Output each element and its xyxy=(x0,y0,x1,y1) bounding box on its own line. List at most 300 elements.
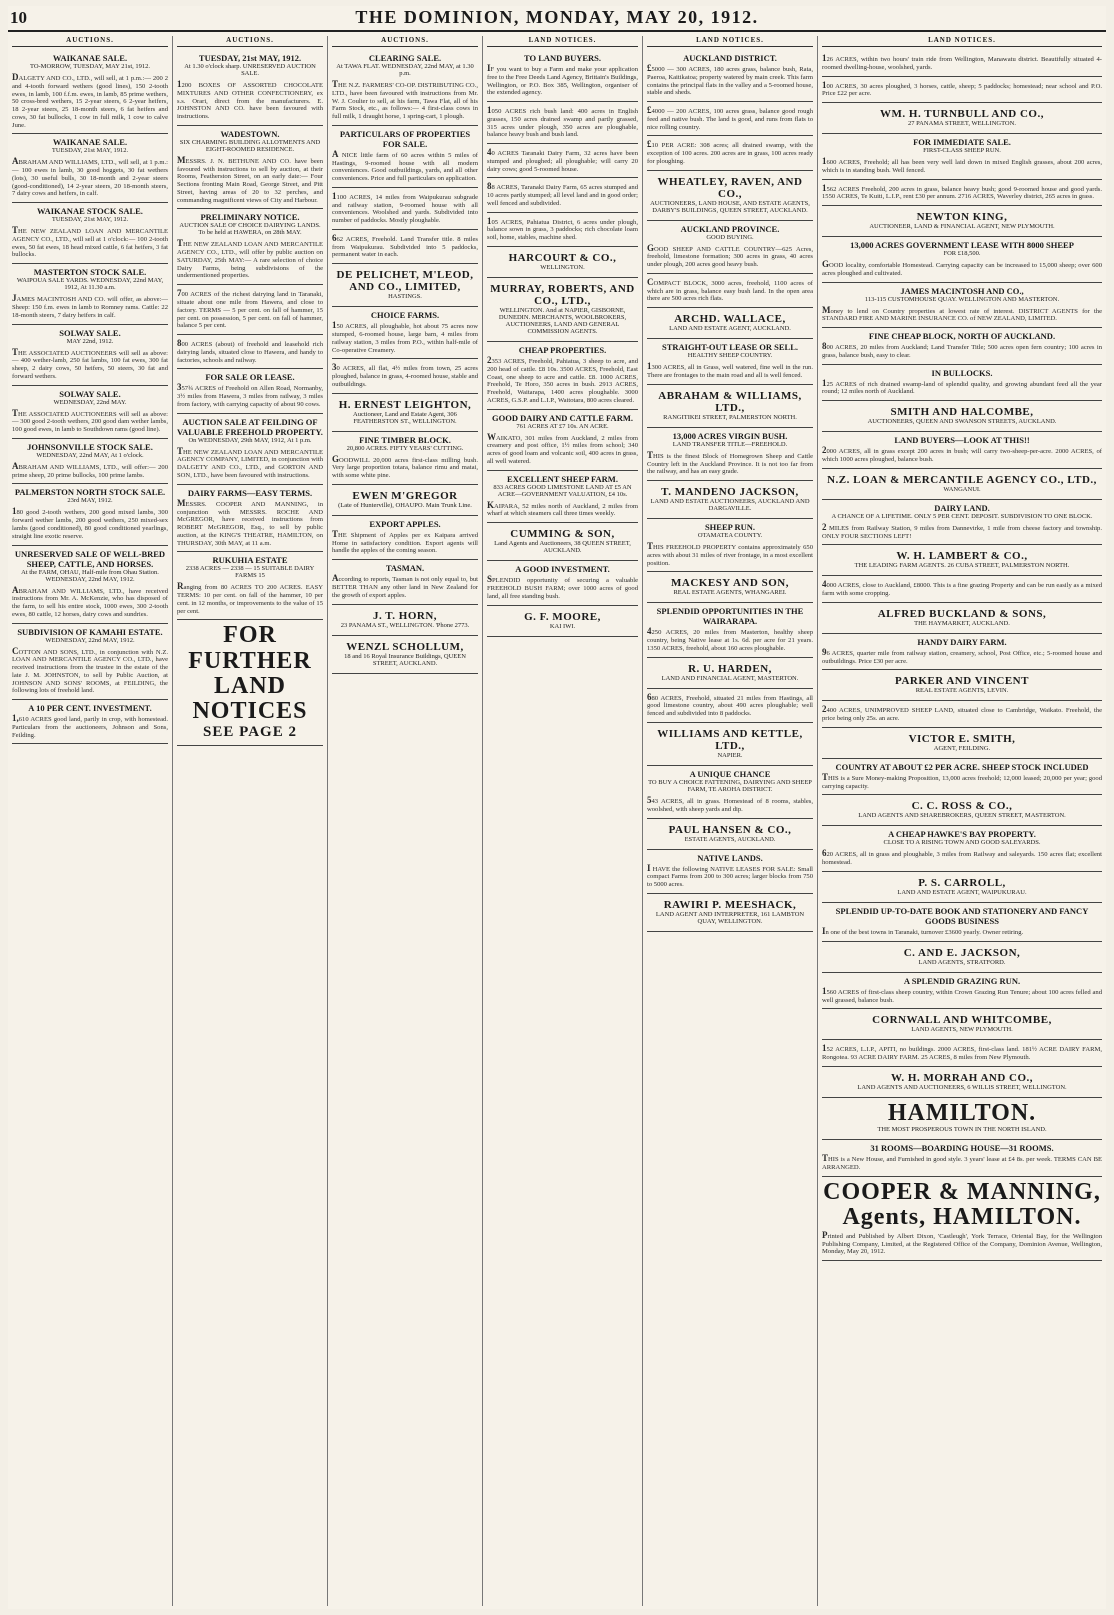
ad-body: 152 ACRES, L.I.P., APITI, no buildings. 2000 ACRES, first-class land. 181½ ACRE DAIRY FARM, Rongotea. 93 ACRE DAIRY FARM. 25 ACRES, 8 miles from New Plymouth. xyxy=(822,1043,1102,1062)
ad-body: JAMES MACINTOSH AND CO. will offer, as above:— Sheep: 150 f.m. ewes in lamb to Romney rams. Cattle: 22 18-month steers, 7 dairy heifers in calf. xyxy=(12,293,168,319)
advertisement xyxy=(332,432,478,485)
advertisement xyxy=(822,670,1102,701)
ad-body: 1562 ACRES Freehold, 200 acres in grass, balance heavy bush; good 9-roomed house and good yards. 1550 ACRES, Te Kuiti, L.I.P., rent £30 per annum. 2716 ACRES, Waverley district, 265 acres in grass. xyxy=(822,182,1102,201)
advertisement xyxy=(822,134,1102,180)
advertisement xyxy=(177,414,323,485)
ad-heading: AUCKLAND DISTRICT. xyxy=(683,53,777,63)
advertisement xyxy=(822,365,1102,402)
ad-subheading: THE HAYMARKET, AUCKLAND. xyxy=(914,619,1010,627)
columns xyxy=(8,36,1106,1606)
ad-body: IF you want to buy a Farm and make your application free to the Free Deeds Land Agency, Brittain's Buildings, Wellington, or P.O. Box 385, Wellington, organiser of the extended agency. xyxy=(487,63,638,97)
advertisement xyxy=(647,603,813,657)
ad-subheading: At the FARM, OHAU, Half-mile from Ohau Station. WEDNESDAY, 22nd MAY, 1912. xyxy=(21,568,159,583)
ad-subheading: 113-115 CUSTOMHOUSE QUAY. WELLINGTON AND MASTERTON. xyxy=(864,295,1060,303)
ad-heading: CHOICE FARMS. xyxy=(370,310,440,321)
advertisement xyxy=(647,221,813,274)
advertisement xyxy=(822,634,1102,671)
advertisement xyxy=(487,523,638,561)
ad-subheading: Land Agents and Auctioneers, 38 QUEEN STREET, AUCKLAND. xyxy=(494,540,631,555)
ad-subheading: LAND AND ESTATE AGENT, AUCKLAND. xyxy=(669,325,791,333)
advertisement xyxy=(12,50,168,134)
ad-heading: FINE TIMBER BLOCK. xyxy=(359,434,451,445)
ad-subheading: RANGITIKEI STREET, PALMERSTON NORTH. xyxy=(663,413,797,421)
ad-body: ABRAHAM AND WILLIAMS, LTD., have received instructions from Mr. A. McKenzie, who has disposed of the farm, to sell his entire stock, 1000 ewes, 300 2-tooth ewes, 80 cattle, 12 horses, dairy cows and sundries. xyxy=(12,584,168,618)
ad-body: THE NEW ZEALAND LOAN AND MERCANTILE AGENCY CO., LTD., will offer by public auction on SATURDAY, 25th MAY:— A rare selection of choice Dairy Farms, being subdivisions of the undermentioned properties. xyxy=(177,238,323,280)
ad-subheading: WAIPOUA SALE YARDS. WEDNESDAY, 22nd MAY, 1912, At 11.30 a.m. xyxy=(16,277,164,292)
ad-body: 125 ACRES of rich drained swamp-land of splendid quality, and growing abundant feed all the year round; 12 miles north of Auckland. xyxy=(822,377,1102,396)
advertisement xyxy=(822,432,1102,469)
advertisement xyxy=(177,369,323,413)
advertisement xyxy=(487,144,638,178)
ad-subheading: SIX CHARMING BUILDING ALLOTMENTS AND EIGHT-ROOMED RESIDENCE. xyxy=(179,138,321,153)
ad-heading: WAIKANAE STOCK SALE. xyxy=(37,206,143,217)
ad-subheading: LAND AGENTS AND AUCTIONEERS, 6 WILLIS STREET, WELLINGTON. xyxy=(857,1083,1067,1091)
ad-subheading: LAND AGENTS, STRATFORD. xyxy=(918,958,1006,966)
advertiser-name: MURRAY, ROBERTS, AND CO., LTD., xyxy=(490,283,635,308)
ad-body: COMPACT BLOCK, 3000 acres, freehold, 1100 acres of which are in grass, balance easy bush land. In the open area there are 500 acres rich flats. xyxy=(647,276,813,303)
advertisement xyxy=(822,1067,1102,1098)
advertisement xyxy=(822,872,1102,903)
ad-body: 126 ACRES, within two hours' train ride from Wellington, Manawatu district. Beautifully situated 4-roomed dwelling-house, woolshed, yards. xyxy=(822,53,1102,71)
ad-heading: TO LAND BUYERS. xyxy=(523,53,602,63)
ad-subheading: LAND AGENTS, NEW PLYMOUTH. xyxy=(911,1026,1013,1034)
advertiser-name: ARCHD. WALLACE, xyxy=(674,313,786,326)
ad-subheading: WEDNESDAY, 22nd MAY. xyxy=(53,398,127,406)
ad-heading: LAND BUYERS—LOOK AT THIS!! xyxy=(894,435,1030,446)
advertiser-name: W. H. LAMBERT & CO., xyxy=(896,550,1028,563)
section-header: AUCTIONS. xyxy=(12,36,168,47)
advertisement xyxy=(487,342,638,410)
ad-heading: SOLWAY SALE. xyxy=(59,327,121,338)
ad-heading: COUNTRY AT ABOUT £2 PER ACRE. SHEEP STOCK INCLUDED xyxy=(835,761,1089,772)
ad-subheading: LAND AND ESTATE AUCTIONEERS, AUCKLAND AND DARGAVILLE. xyxy=(650,498,810,513)
ad-heading: PRELIMINARY NOTICE. xyxy=(200,212,300,223)
ad-heading: UNRESERVED SALE OF WELL-BRED SHEEP, CATTLE, AND HORSES. xyxy=(14,548,166,569)
ad-subheading: WANGANUI. xyxy=(943,485,981,493)
ad-subheading: KAI IWI. xyxy=(549,622,576,630)
advertisement xyxy=(822,77,1102,104)
advertisement xyxy=(332,264,478,307)
ad-heading: NATIVE LANDS. xyxy=(697,852,763,863)
advertisement xyxy=(822,701,1102,728)
advertisement xyxy=(12,439,168,485)
advertisement xyxy=(822,237,1102,283)
ad-heading: RUKUHIA ESTATE xyxy=(212,555,288,566)
ad-subheading: REAL ESTATE AGENTS, LEVIN. xyxy=(915,687,1009,695)
advertiser-name: ABRAHAM & WILLIAMS, LTD., xyxy=(658,389,802,414)
ad-body: 662 ACRES, Freehold. Land Transfer title. 8 miles from Waipukurau. Subdivided into 5 paddocks, permanent water in each. xyxy=(332,232,478,259)
ad-heading: CLEARING SALE. xyxy=(368,53,442,63)
advertiser-name: EWEN M'GREGOR xyxy=(352,489,458,502)
newspaper-page xyxy=(8,6,1106,1609)
advertisement xyxy=(487,247,638,278)
advertisement xyxy=(332,516,478,560)
advertisement xyxy=(12,203,168,264)
ad-body: MESSRS. J. N. BETHUNE AND CO. have been favoured with instructions to sell by auction, at their Rooms, Featherston Street, on an early date:— Four Sections fronting Main Road, George Street, and Pitt Street, having areas of 20 to 32 perches, and commanding magnificent views of City and Harbour. xyxy=(177,154,323,204)
ad-subheading: TO-MORROW, TUESDAY, MAY 21st, 1912. xyxy=(29,63,151,70)
advertisement xyxy=(332,307,478,359)
ad-subheading: On WEDNESDAY, 29th MAY, 1912, At 1 p.m. xyxy=(188,436,312,444)
advertisement xyxy=(487,410,638,471)
advertisement xyxy=(12,484,168,545)
ad-body: 2400 ACRES, UNIMPROVED SHEEP LAND, situated close to Cambridge, Waikato. Freehold, the price being only 25s. an acre. xyxy=(822,704,1102,723)
advertiser-name: T. MANDENO JACKSON, xyxy=(661,486,799,499)
ad-body: £4000 — 200 ACRES, 100 acres grass, balance good rough feed and native bush. The land is good, and runs from flats to nice rolling country. xyxy=(647,105,813,131)
section-header: LAND NOTICES. xyxy=(487,36,638,47)
advertiser-name: NEWTON KING, xyxy=(916,211,1008,224)
advertiser-name: P. S. CARROLL, xyxy=(918,876,1006,889)
advertisement xyxy=(12,624,168,701)
ad-subheading: 833 ACRES GOOD LIMESTONE LAND AT £5 AN ACRE—GOVERNMENT VALUATION, £4 10s. xyxy=(493,483,632,498)
ad-body: SPLENDID opportunity of securing a valuable FREEHOLD BUSH FARM; over 1000 acres of good land, all free standing bush. xyxy=(487,574,638,600)
ad-body: ABRAHAM AND WILLIAMS, LTD., will offer:— 200 prime sheep, 20 prime bullocks, 100 prime lambs. xyxy=(12,460,168,479)
ad-heading: SHEEP RUN. xyxy=(704,522,756,533)
ad-subheading: NAPIER. xyxy=(717,751,743,759)
advertisement xyxy=(647,308,813,339)
ad-subheading: LAND AND ESTATE AGENT, WAIPUKURAU. xyxy=(897,888,1027,896)
advertiser-name: WM. H. TURNBULL AND CO., xyxy=(880,108,1044,121)
advertiser-name: C. C. ROSS & CO., xyxy=(911,800,1013,813)
advertisement xyxy=(332,485,478,516)
ad-body: According to reports, Tasman is not only equal to, but BETTER THAN any other land in New Zealand for the growth of export apples. xyxy=(332,573,478,599)
advertisement xyxy=(647,850,813,894)
advertisement xyxy=(177,285,323,335)
advertisement xyxy=(822,903,1102,942)
ad-body: COTTON AND SONS, LTD., in conjunction with N.Z. LOAN AND MERCANTILE AGENCY CO., LTD., have received instructions from the trustee in the estate of the late J. M. JOHNSTON, to sell by Public Auction, at JOHNSON AND SONS' ROOMS, at FEILDING, the following lots of freehold land. xyxy=(12,645,168,695)
ad-heading: FOR FURTHER LAND NOTICES xyxy=(188,622,312,724)
advertisement xyxy=(647,171,813,221)
ad-heading: A SPLENDID GRAZING RUN. xyxy=(903,975,1021,986)
ad-body: GOOD SHEEP AND CATTLE COUNTRY—625 Acres, freehold, limestone formation; 300 acres in grass, 40 acres under plough, 200 acres good heavy bush. xyxy=(647,242,813,269)
ad-heading: EXPORT APPLES. xyxy=(369,518,441,529)
ad-body: 680 ACRES, Freehold, situated 21 miles from Hastings, all good limestone country, about 490 acres ploughable; well fenced and subdivided into 8 paddocks. xyxy=(647,691,813,718)
ad-subheading: LAND AGENTS AND SHAREBROKERS, QUEEN STREET, MASTERTON. xyxy=(858,812,1066,820)
ad-body: THE ASSOCIATED AUCTIONEERS will sell as above:— 300 good 2-tooth wethers, 200 good dam wether lambs, 100 good ewes, in lamb to Southdown rams (good line). xyxy=(12,407,168,434)
advertisement xyxy=(647,339,813,385)
ad-body: 40 ACRES Taranaki Dairy Farm, 32 acres have been stumped and ploughed; all ploughable; will carry 20 dairy cows; good 5-roomed house. xyxy=(487,147,638,173)
ad-subheading: LAND TRANSFER TITLE—FREEHOLD. xyxy=(672,440,788,448)
advertisement xyxy=(822,973,1102,1010)
ad-subheading: THE MOST PROSPEROUS TOWN IN THE NORTH ISLAND. xyxy=(877,1125,1047,1133)
ad-body: THIS is a Sure Money-making Proposition, 13,000 acres freehold; 12,000 leased; 20,000 per year; good carrying capacity. xyxy=(822,771,1102,790)
section-header: LAND NOTICES. xyxy=(822,36,1102,47)
ad-body: THIS is the finest Block of Homegrown Sheep and Cattle Country left in the Auckland Province. It is not too far from the railway, and has an easy grade. xyxy=(647,449,813,476)
advertisement xyxy=(177,126,323,210)
ad-subheading: A CHANCE OF A LIFETIME. ONLY 5 PER CENT. DEPOSIT. SUBDIVISION TO ONE BLOCK. xyxy=(831,512,1093,520)
advertisement xyxy=(822,576,1102,603)
ad-heading: 31 ROOMS—BOARDING HOUSE—31 ROOMS. xyxy=(870,1142,1054,1153)
advertisement xyxy=(647,136,813,170)
ad-body: 1300 ACRES, all in Grass, well watered, fine well in the run. There are frontages to the main road and all is well fenced. xyxy=(647,361,813,380)
ad-subheading: ESTATE AGENTS, AUCKLAND. xyxy=(684,835,776,843)
ad-body: 700 ACRES of the richest dairying land in Taranaki, situate about one mile from Hawera, and close to factory. TERMS — 5 per cent. on fall of hammer, 15 per cent. on possession, 5 per cent. on fall of hammer, balance 5 per cent. xyxy=(177,288,323,330)
advertisement xyxy=(647,481,813,519)
advertisement xyxy=(647,102,813,136)
ad-subheading: WEDNESDAY, 22nd MAY, 1912. xyxy=(45,636,135,644)
ad-body: THE NEW ZEALAND LOAN AND MERCANTILE AGENCY CO., LTD., will sell at 1 o'clock:— 100 2-tooth ewes, 50 fat ewes, 18 head mixed cattle, 6 fat heifers, 3 fat bullocks. xyxy=(12,225,168,259)
column-land-notices-2 xyxy=(818,36,1106,1606)
ad-body: 800 ACRES, 20 miles from Auckland; Land Transfer Title; 500 acres open fern country; 100 acres in grass, balance bush, easy to clear. xyxy=(822,341,1102,359)
advertisement xyxy=(647,50,813,102)
advertisement xyxy=(822,728,1102,759)
ad-heading: PALMERSTON NORTH STOCK SALE. xyxy=(14,487,166,498)
advertisement xyxy=(822,50,1102,77)
advertiser-name: WENZL SCHOLLUM, xyxy=(346,640,464,653)
advertiser-name: MACKESY AND SON, xyxy=(671,577,789,590)
advertisement xyxy=(822,942,1102,973)
advertisement xyxy=(332,605,478,636)
ad-heading: WAIKANAE SALE. xyxy=(52,137,128,148)
ad-heading: IN BULLOCKS. xyxy=(931,367,993,378)
ad-body: 1100 ACRES, 14 miles from Waipukurau subgrade and railway station, 9-roomed house with all conveniences. Woolshed and yards. Subdivided into number of paddocks. Mostly ploughable. xyxy=(332,190,478,225)
ad-body: 150 ACRES, all ploughable, hot about 75 acres now stumped, 6-roomed house, large barn, 4 miles from railway station, 3 miles from P.O., within half-mile of Co-operative Creamery. xyxy=(332,320,478,354)
advertisement xyxy=(822,500,1102,546)
advertisement xyxy=(12,700,168,744)
ad-subheading: OTAMATEA COUNTY. xyxy=(697,532,763,540)
ad-body: 30 ACRES, all flat, 4½ miles from town, 25 acres ploughed, balance in grass, 4-roomed house, stable and outbuildings. xyxy=(332,362,478,388)
advertisement xyxy=(487,102,638,144)
advertiser-name: CUMMING & SON, xyxy=(510,528,615,541)
ad-heading: EXCELLENT SHEEP FARM. xyxy=(507,473,618,484)
advertiser-name: HARCOURT & CO., xyxy=(508,252,617,265)
ad-subheading: AUCTIONEERS, LAND HOUSE, AND ESTATE AGENTS, DARBY'S BUILDINGS, QUEEN STREET, AUCKLAND. xyxy=(650,199,810,214)
ad-body: 1200 BOXES OF ASSORTED CHOCOLATE MIXTURES AND OTHER CONFECTIONERY, ex s.s. Orari, direct from the manufacturers. E. JOHNSTON AND CO. have been favoured with instructions. xyxy=(177,79,323,121)
ad-subheading: TO BUY A CHOICE FATTENING, DAIRYING AND SHEEP FARM, TE AROHA DISTRICT. xyxy=(648,778,812,793)
advertisement xyxy=(822,283,1102,329)
ad-body: 88 ACRES, Taranaki Dairy Farm, 65 acres stumped and 10 acres partly stumped; all level land and in good order; well fenced and subdivided. xyxy=(487,181,638,207)
ad-heading: WADESTOWN. xyxy=(220,128,280,139)
advertisement xyxy=(822,1009,1102,1040)
column-land-buyers xyxy=(483,36,643,1606)
advertiser-name: WHEATLEY, RAVEN, AND CO., xyxy=(657,175,803,200)
ad-subheading: At 1.30 o'clock sharp. UNRESERVED AUCTION SALE. xyxy=(184,63,316,77)
ad-body: Money to lend on Country properties at lowest rate of interest. DISTRICT AGENTS for the STANDARD FIRE AND MARINE INSURANCE CO. of NEW ZEALAND, LIMITED. xyxy=(822,304,1102,323)
advertisement xyxy=(647,894,813,932)
ad-body: 180 good 2-tooth wethers, 200 good mixed lambs, 300 forward wether lambs, 200 good wethers, 250 mixed-sex lambs (good conditioned), 80 good conditioned yearlings, straight line exotic reserve. xyxy=(12,506,168,540)
ad-body: WAIKATO, 301 miles from Auckland, 2 miles from creamery and post office, 1½ miles from school; 340 acres of good loam and volcanic soil, 400 acres in grass, all well watered. xyxy=(487,431,638,465)
ad-subheading: AUCTIONEER, LAND & FINANCIAL AGENT, NEW PLYMOUTH. xyxy=(869,223,1055,231)
advertisement xyxy=(332,359,478,393)
ad-body: 105 ACRES, Pahiatua District, 6 acres under plough, balance sown in grass, 3 paddocks; rich chocolate loam soil, home, stables, machine shed. xyxy=(487,215,638,242)
ad-body: 800 ACRES (about) of freehold and leasehold rich dairying lands, situated close to Hawera, and handy to factories, schools and railway. xyxy=(177,338,323,364)
ad-body: 2 MILES from Railway Station, 9 miles from Dannevirke, 1 mile from cheese factory and township. ONLY FOUR SECTIONS LEFT! xyxy=(822,521,1102,540)
ad-body: GOODWILL 20,000 acres first-class milling bush. Very large proportion totara, balance rimu and matai, with some white pine. xyxy=(332,453,478,480)
ad-body: THE ASSOCIATED AUCTIONEERS will sell as above:— 400 wether-lamb, 250 fat lambs, 100 fat ewes, 300 fat sheep, 2 dairy cows, 50 heifers, 50 steers, 30 fat and forward wethers. xyxy=(12,346,168,380)
advertisement xyxy=(12,325,168,386)
ad-heading: SOLWAY SALE. xyxy=(59,388,121,399)
ad-heading: SUBDIVISION OF KAMAHI ESTATE. xyxy=(17,626,163,637)
column-auctions-3 xyxy=(328,36,483,1606)
ad-body: THE Shipment of Apples per ex Kaipara arrived Home in satisfactory condition. Export agents will handle the apples of the coming season. xyxy=(332,528,478,555)
advertiser-name: J. T. HORN, xyxy=(372,609,438,622)
ad-body: In one of the best towns in Taranaki, turnover £3600 yearly. Owner retiring. xyxy=(822,925,1024,936)
advertisement xyxy=(177,485,323,553)
ad-subheading: FOR £18,500. xyxy=(943,250,981,258)
ad-subheading: Auctioneer, Land and Estate Agent, 306 FEATHERSTON ST., WELLINGTON. xyxy=(353,410,457,425)
page-number: 10 xyxy=(10,8,27,27)
ad-heading: FOR SALE OR LEASE. xyxy=(205,372,295,383)
advertisement xyxy=(332,394,478,432)
ad-subheading: 23rd MAY, 1912. xyxy=(67,497,113,505)
ad-subheading: At TAWA FLAT. WEDNESDAY, 22nd MAY, at 1.30 p.m. xyxy=(336,63,474,77)
advertiser-name: H. ERNEST LEIGHTON, xyxy=(338,398,472,411)
advertisement xyxy=(332,50,478,126)
ad-subheading: AUCTION SALE OF CHOICE DAIRYING LANDS. To be held at HAWERA, on 28th MAY. xyxy=(179,222,321,237)
advertisement xyxy=(647,428,813,481)
ad-subheading: TUESDAY, 21st MAY, 1912. xyxy=(51,147,129,155)
ad-subheading: LAND AND FINANCIAL AGENT, MASTERTON. xyxy=(661,674,799,682)
advertisement xyxy=(822,759,1102,796)
ad-body: MESSRS. COOPER AND MANNING, in conjunction with MESSRS. ROCHE AND McGREGOR, have received instructions from ROBERT McGREGOR, Esq., to sell by public auction, at the KING'S THEATRE, HAMILTON, on THURSDAY, 30th MAY, at 11 a.m. xyxy=(177,497,323,547)
ad-subheading: WEDNESDAY, 22nd MAY, At 1 o'clock. xyxy=(36,451,144,459)
advertisement xyxy=(332,636,478,674)
ad-body: 543 ACRES, all in grass. Homestead of 8 rooms, stables, woolshed, with sheep yards and dip. xyxy=(647,794,813,813)
ad-heading: DAIRY LAND. xyxy=(934,502,990,513)
ad-subheading: WELLINGTON. And at NAPIER, GISBORNE, DUNEDIN. MERCHANTS, WOOLBROKERS, AUCTIONEERS, LAND AND GENERAL COMMISSION AGENTS. xyxy=(498,307,627,336)
advertisement xyxy=(822,1140,1102,1177)
ad-body: I HAVE the following NATIVE LEASES FOR SALE: Small compact Farms from 200 to 300 acres; larger blocks from 750 to 5000 acres. xyxy=(647,862,813,889)
ad-body: 1,610 ACRES good land, partly in crop, with homestead. Particulars from the auctioneers, Johnson and Sons, Feilding. xyxy=(12,713,168,739)
advertiser-name: VICTOR E. SMITH, xyxy=(908,732,1016,745)
ad-body: 4000 ACRES, close to Auckland, £8000. This is a fine grazing Property and can be run easily as a mixed farm with some cropping. xyxy=(822,579,1102,598)
ad-subheading: (Late of Hunterville), OHAUPO. Main Trunk Line. xyxy=(338,501,472,509)
ad-subheading: AUCTIONEERS, QUEEN AND SWANSON STREETS, AUCKLAND. xyxy=(867,418,1057,426)
advertisement xyxy=(822,401,1102,432)
ad-subheading: 2338 ACRES — 2338 — 15 SUITABLE DAIRY FARMS 15 xyxy=(185,565,315,580)
ad-heading: DAIRY FARMS—EASY TERMS. xyxy=(187,487,313,498)
ad-heading: WAIKANAE SALE. xyxy=(52,53,128,63)
ad-heading: CHEAP PROPERTIES. xyxy=(518,345,607,356)
advertisement xyxy=(332,188,478,230)
advertisement xyxy=(647,572,813,603)
ad-heading: PARTICULARS OF PROPERTIES FOR SALE. xyxy=(339,128,471,149)
ad-body: 1050 ACRES rich bush land: 400 acres in English grasses, 150 acres drained swamp and partly grassed, 315 acres under plough, 350 acres are ploughable, balance heavy bush and bush land. xyxy=(487,105,638,139)
advertiser-name: R. U. HARDEN, xyxy=(688,662,772,675)
advertisement xyxy=(822,103,1102,134)
advertiser-name: W. H. MORRAH AND CO., xyxy=(890,1071,1034,1084)
advertiser-name: CORNWALL AND WHITCOMBE, xyxy=(872,1014,1052,1027)
advertiser-name: RAWIRI P. MEESHACK, xyxy=(663,898,797,911)
ad-subheading: GOOD BUYING. xyxy=(706,233,754,241)
ad-subheading: LAND AGENT AND INTERPRETER, 161 LAMBTON QUAY, WELLINGTON. xyxy=(655,910,805,925)
advertisement xyxy=(332,126,478,188)
advertisement xyxy=(647,723,813,766)
advertisement xyxy=(647,385,813,428)
ad-body: 1560 ACRES of first-class sheep country, within Crown Grazing Run Tenure; about 100 acres felled and well grassed, balance bush. xyxy=(822,985,1102,1004)
ad-body: THE N.Z. FARMERS' CO-OP. DISTRIBUTING CO., LTD., have been favoured with instructions from Mr. W. J. Coulter to sell, at his farm, Tawa Flat, all of his Farm Stock, etc., as follows:— 4 first-class cows in full milk, 1 draught horse, 1 spring-cart, 1 plough. xyxy=(332,79,478,121)
ad-heading: 13,000 ACRES VIRGIN BUSH. xyxy=(672,430,788,441)
advertisement xyxy=(647,766,813,819)
ad-body: THIS is a New House, and Furnished in good style. 3 years' lease at £4 8s. per week. TERMS CAN BE ARRANGED. xyxy=(822,1152,1102,1171)
section-header: AUCTIONS. xyxy=(177,36,323,47)
ad-body: 96 ACRES, quarter mile from railway station, creamery, school, Post Office, etc.; 5-roomed house and outbuildings. Price £30 per acre. xyxy=(822,646,1102,665)
column-auctions-1 xyxy=(8,36,173,1606)
ad-body: 357¾ ACRES of Freehold on Allen Road, Normanby, 3½ miles from Hawera, 3 miles from railway, 3 miles from factory, with carrying capacity of about 90 cows. xyxy=(177,382,323,408)
ad-subheading: SEE PAGE 2 xyxy=(203,724,297,741)
advertisement xyxy=(822,545,1102,576)
ad-body: ABRAHAM AND WILLIAMS, LTD., will sell, at 1 p.m.:— 100 ewes in lamb, 30 good hoggets, 30 fat wethers (lots), 30 useful bulls, 30 18-month and 2-year steers (good-conditioned), 14 2-year steers, 20 18-month steers, 7 dairy cows and heifers, in calf. xyxy=(12,156,168,198)
ad-body: KAIPARA, 52 miles north of Auckland, 2 miles from wharf at which steamers call three times weekly. xyxy=(487,499,638,518)
ad-heading: FOR IMMEDIATE SALE. xyxy=(913,137,1011,148)
advertisement xyxy=(822,1177,1102,1262)
section-header: AUCTIONS. xyxy=(332,36,478,47)
ad-subheading: THE LEADING FARM AGENTS. 26 CUBA STREET, PALMERSTON NORTH. xyxy=(854,562,1070,570)
ad-body: A NICE little farm of 60 acres within 5 miles of Hastings, 9-roomed house with all modern conveniences. Good outbuildings, yards, and all other conveniences. Price and full particulars on application. xyxy=(332,148,478,183)
advertiser-name: C. AND E. JACKSON, xyxy=(903,946,1021,959)
advertisement xyxy=(12,546,168,624)
ad-subheading: 27 PANAMA STREET, WELLINGTON. xyxy=(908,120,1016,128)
advertisement xyxy=(487,471,638,524)
ad-subheading: AGENT, FEILDING. xyxy=(933,744,991,752)
advertiser-name: SMITH AND HALCOMBE, xyxy=(890,406,1034,419)
masthead xyxy=(8,6,1106,32)
ad-body: 2000 ACRES, all in grass except 200 acres in bush; will carry two-sheep-per-acre. 2000 ACRES, of which 1000 acres ploughed, balance bush. xyxy=(822,445,1102,464)
ad-body: £10 PER ACRE: 308 acres; all drained swamp, with the exception of 100 acres. 200 acres are in grass, 100 acres ready for ploughing. xyxy=(647,139,813,165)
ad-heading: SPLENDID UP-TO-DATE BOOK AND STATIONERY AND FANCY GOODS BUSINESS xyxy=(835,905,1089,926)
advertiser-name: ALFRED BUCKLAND & SONS, xyxy=(877,607,1047,620)
ad-heading: COOPER & MANNING, Agents, HAMILTON. xyxy=(823,1178,1101,1230)
ad-body: 4250 ACRES, 20 miles from Masterton, healthy sheep country, being Native lease at 1s. 6d. per acre for 21 years. 1350 ACRES, freehold, about 160 acres ploughable. xyxy=(647,626,813,652)
section-header: LAND NOTICES. xyxy=(647,36,813,47)
ad-subheading: 761 ACRES AT £7 10s. AN ACRE. xyxy=(516,422,609,430)
advertiser-name: PAUL HANSEN & CO., xyxy=(668,823,792,836)
advertisement xyxy=(647,819,813,850)
ad-heading: JOHNSONVILLE STOCK SALE. xyxy=(27,441,153,452)
ad-body: 100 ACRES, 30 acres ploughed, 3 horses, cattle, sheep; 5 paddocks; homestead; near school and P.O. Price £22 per acre. xyxy=(822,79,1102,98)
ad-subheading: 20,800 ACRES. FIFTY YEARS' CUTTING. xyxy=(346,444,464,452)
ad-body: Ranging from 80 ACRES TO 200 ACRES. EASY TERMS: 10 per cent. on fall of the hammer, 10 per cent. in 12 months, or improvements to the value of 15 per cent. xyxy=(177,581,323,615)
advertisement xyxy=(822,795,1102,826)
ad-heading: TASMAN. xyxy=(385,563,425,574)
advertisement xyxy=(822,180,1102,207)
ad-heading: A CHEAP HAWKE'S BAY PROPERTY. xyxy=(888,829,1036,840)
ad-subheading: CLOSE TO A RISING TOWN AND GOOD SALEYARDS. xyxy=(883,839,1041,847)
advertiser-name: WILLIAMS AND KETTLE, LTD., xyxy=(657,727,803,752)
advertisement xyxy=(12,264,168,324)
advertisement xyxy=(822,826,1102,872)
ad-subheading: HASTINGS. xyxy=(388,293,422,301)
advertisement xyxy=(822,469,1102,500)
advertisement xyxy=(487,50,638,102)
ad-heading: MASTERTON STOCK SALE. xyxy=(33,267,147,278)
advertisement xyxy=(332,560,478,604)
ad-heading: A 10 PER CENT. INVESTMENT. xyxy=(28,703,152,714)
advertiser-name: N.Z. LOAN & MERCANTILE AGENCY CO., LTD., xyxy=(827,473,1097,486)
advertisement xyxy=(822,1040,1102,1067)
advertisement xyxy=(177,335,323,369)
advertisement xyxy=(177,209,323,285)
ad-subheading: 18 and 16 Royal Insurance Buildings, QUEEN STREET, AUCKLAND. xyxy=(344,652,466,667)
advertisement xyxy=(177,50,323,126)
advertisement xyxy=(332,230,478,264)
ad-subheading: WELLINGTON. xyxy=(540,264,585,272)
advertisement xyxy=(647,274,813,308)
advertisement xyxy=(487,561,638,605)
ad-body: DALGETY AND CO., LTD., will sell, at 1 p.m.:— 200 2 and 4-tooth forward wethers (good lines), 150 2-tooth ewes, in lamb, 100 f.f.m. ewes, in lamb, 85 prime wethers, 50 cross-bred wethers, 15 2-year steers, 6 2-year heifers, 18 2-year steers, 25 18-month steers, 6 fat heifers and cows, 30 fat bullocks, 1 cow in full milk, 1 cow to calve June. xyxy=(12,72,168,129)
advertisement xyxy=(12,134,168,203)
advertisement xyxy=(647,519,813,572)
advertiser-name: G. F. MOORE, xyxy=(524,610,601,623)
ad-heading: SPLENDID OPPORTUNITIES IN THE WAIRARAPA. xyxy=(656,606,804,627)
ad-heading: HANDY DAIRY FARM. xyxy=(917,636,1007,647)
advertisement xyxy=(12,386,168,439)
ad-body: GOOD locality, comfortable Homestead. Carrying capacity can be increased to 15,000 sheep; over 600 acres ploughed and cultivated. xyxy=(822,259,1102,277)
advertisement xyxy=(177,620,323,746)
ad-heading: AUCKLAND PROVINCE. xyxy=(680,223,780,234)
advertisement xyxy=(822,1098,1102,1140)
advertisement xyxy=(822,603,1102,634)
advertisement xyxy=(487,178,638,212)
